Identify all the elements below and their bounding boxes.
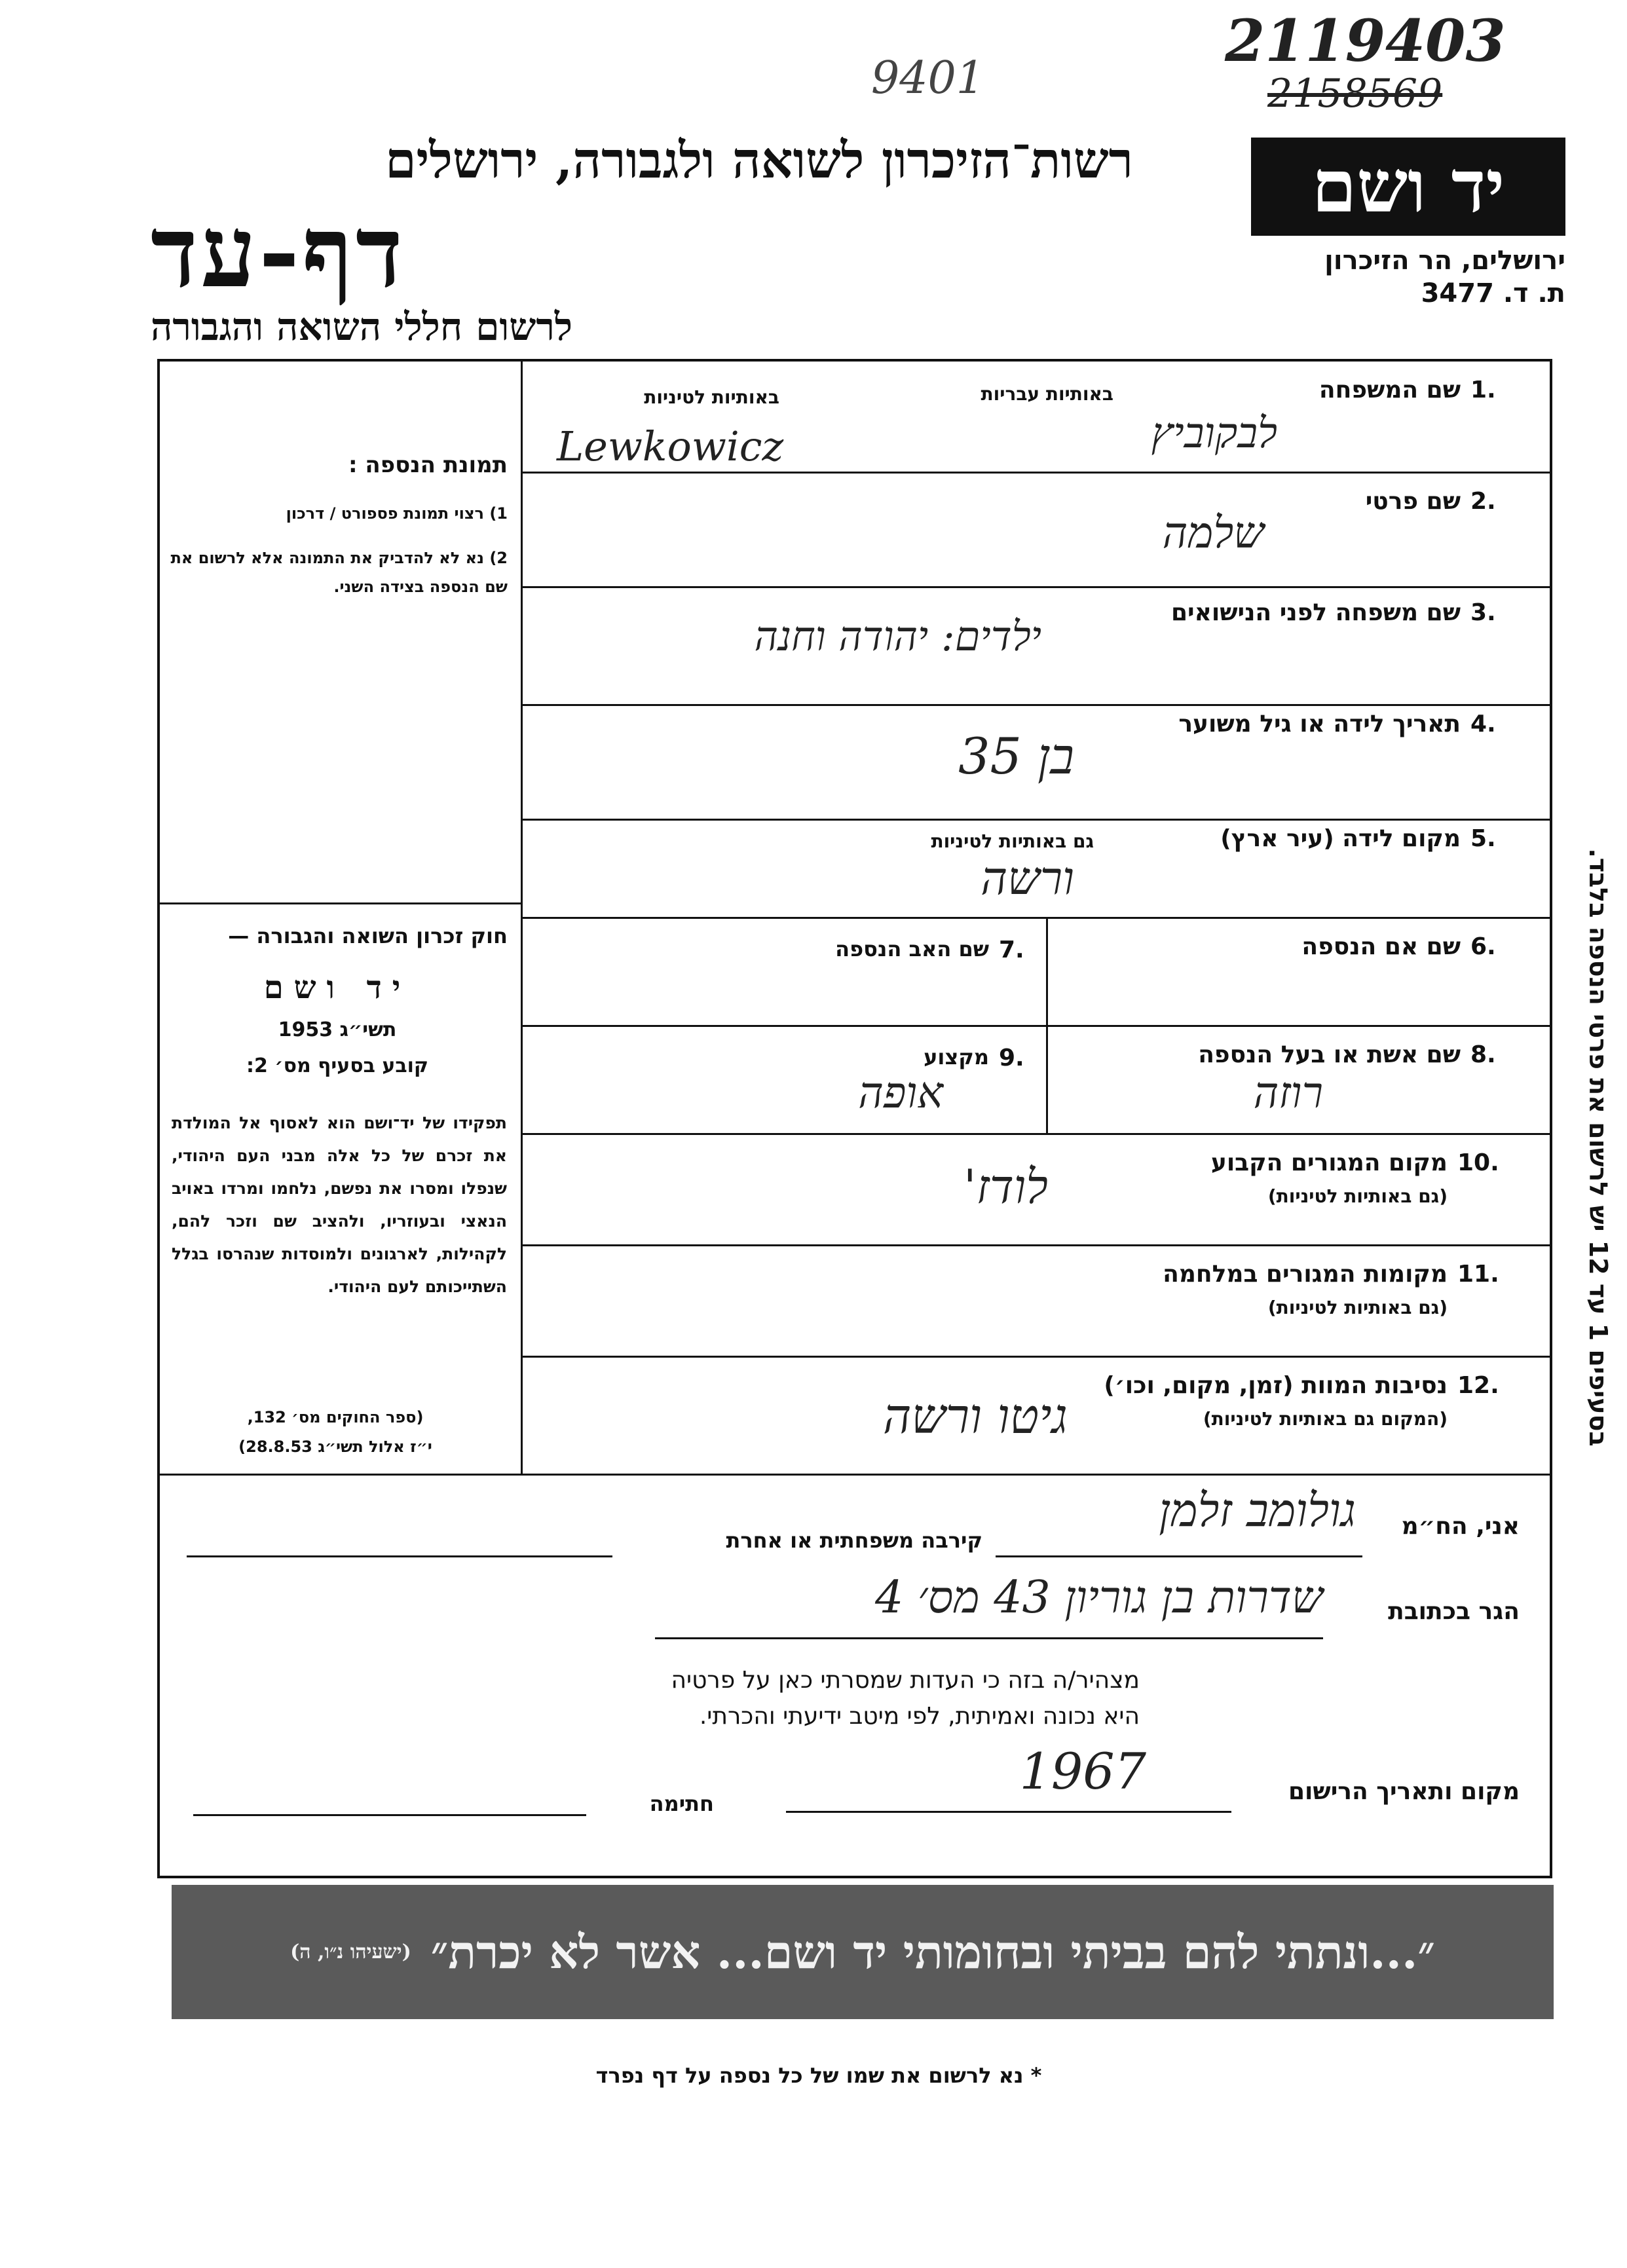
field-2-number: 2.: [1470, 488, 1496, 515]
field-1-hebrew-hint: באותיות עבריות: [981, 383, 1113, 405]
field-12-hint: (המקום גם באותיות לטיניות): [1203, 1408, 1448, 1430]
photo-note-1: 1) רצוי תמונת פספורט / דרכון: [286, 504, 508, 523]
law-source: (ספר החוקים מס׳ 132,: [247, 1408, 424, 1426]
photo-note-2: 2) נא לא להדביק את התמונה אלא לרשום את שם הנספה בצידה השני.: [170, 549, 508, 596]
field-11-hint: (גם באותיות לטיניות): [1267, 1297, 1448, 1318]
authority-title: רשות־הזיכרון לשואה ולגבורה, ירושלים: [385, 131, 1133, 189]
field-1-value-hebrew[interactable]: לבקוביץ: [1151, 409, 1277, 458]
field-6-number: 6.: [1470, 933, 1496, 960]
field-3-label: שם משפחה לפני הנישואים: [1170, 599, 1461, 626]
field-5-value[interactable]: ורשה: [981, 851, 1074, 905]
page-subtitle: לרשום חללי השואה והגבורה: [151, 305, 572, 349]
quote-banner: [172, 1885, 1554, 2019]
field-4-value[interactable]: בן 35: [958, 727, 1074, 785]
stamp-number: 9401: [871, 52, 985, 104]
logo-text: יד ושם: [1311, 144, 1505, 229]
declaration-i-label: אני, הח״מ: [1401, 1513, 1520, 1540]
field-12-label: נסיבות המוות (זמן, מקום, וכו׳): [1104, 1372, 1448, 1399]
field-5-number: 5.: [1470, 825, 1496, 852]
banner-source: (ישעיהו נ״ו, ה): [290, 1941, 411, 1963]
law-text: תפקידו של יד־ושם הוא לאסוף אל המולדת את זכרם של כל אלה מבני העם היהודי, שנפלו ומסרו את נפשם, נלחמו ומרדו באויב הנאצי ובעוזריו, ולהציב שם וזכר להם, לקהילות, לארגונים ולמוסדות שנהרסו בגלל השתייכותם לעם היהודי.: [172, 1113, 507, 1296]
law-year: תשי״ג 1953: [278, 1018, 397, 1041]
field-10-value[interactable]: לודז': [963, 1159, 1048, 1214]
law-name: יד ושם: [263, 969, 411, 1006]
law-clause: קובע בסעיף מס׳ 2:: [246, 1054, 429, 1077]
field-12-number: 12.: [1457, 1372, 1499, 1399]
field-1-value-latin[interactable]: Lewkowicz: [557, 422, 784, 470]
place-date-label: מקום ותאריך הרישום: [1288, 1778, 1520, 1805]
field-8-number: 8.: [1470, 1041, 1496, 1068]
law-heading: חוק זכרון השואה והגבורה —: [228, 923, 508, 948]
field-10-number: 10.: [1457, 1149, 1499, 1176]
field-8-label: שם אשת או בעל הנספה: [1198, 1041, 1461, 1068]
field-9-label: מקצוע: [924, 1045, 989, 1069]
address-line-2: ת. ד. 3477: [1421, 278, 1565, 308]
field-7-number: 7.: [999, 937, 1024, 963]
field-10-hint: (גם באותיות לטיניות): [1267, 1185, 1448, 1207]
field-4-number: 4.: [1470, 711, 1496, 737]
field-9-value[interactable]: אופה: [858, 1068, 943, 1118]
field-10-label: מקום המגורים הקבוע: [1210, 1149, 1448, 1176]
field-11-number: 11.: [1457, 1261, 1499, 1288]
field-5-label: מקום לידה (עיר ארץ): [1220, 825, 1461, 852]
place-date-value[interactable]: 1967: [1019, 1742, 1146, 1800]
field-8-value[interactable]: רוזה: [1253, 1068, 1323, 1118]
law-date: י״ז אלול תשי״ג 28.8.53): [238, 1438, 432, 1456]
yad-vashem-logo: [1251, 138, 1565, 236]
side-note: בסעיפים 1 עד 12 יש לרשום את פרטי הנספה בלבד.: [1584, 848, 1613, 1447]
address-label: הגר בכתובת: [1388, 1598, 1520, 1625]
field-7-label: שם האב הנספה: [835, 937, 989, 961]
statement-line-1: מצהיר/ה בזה כי העדות שמסרתי כאן על פרטיה: [671, 1667, 1140, 1694]
field-3-value[interactable]: ילדים: יהודה וחנה: [754, 612, 1041, 660]
statement-line-2: היא נכונה ואמיתית, לפי מיטב ידיעתי והכרתי.: [699, 1703, 1140, 1730]
archive-number-old: 2158569: [1267, 71, 1443, 117]
field-11-label: מקומות המגורים במלחמה: [1163, 1261, 1448, 1288]
field-1-number: 1.: [1470, 377, 1496, 403]
field-1-latin-hint: באותיות לטיניות: [644, 386, 779, 408]
field-1-label: שם המשפחה: [1318, 377, 1461, 403]
relation-label: קירבה משפחתית או אחרת: [726, 1528, 982, 1553]
address-value[interactable]: שדרות בן גוריון 43 מס׳ 4: [874, 1572, 1323, 1624]
banner-quote: ״...ונתתי להם בביתי ובחומותי יד ושם... אשר לא יכרת״: [430, 1924, 1435, 1979]
declaration-i-value[interactable]: גולומב זלמן: [1159, 1483, 1356, 1537]
field-4-label: תאריך לידה או גיל משוער: [1178, 711, 1461, 737]
signature-label: חתימה: [649, 1791, 714, 1816]
page-title: דף-עד: [151, 195, 406, 310]
address-line-1: ירושלים, הר הזיכרון: [1324, 246, 1565, 276]
archive-number: 2119403: [1225, 7, 1506, 75]
photo-title: תמונת הנספה :: [348, 452, 508, 478]
field-6-label: שם אם הנספה: [1301, 933, 1461, 960]
field-3-number: 3.: [1470, 599, 1496, 626]
field-9-number: 9.: [999, 1045, 1024, 1071]
footer-note: * נא לרשום את שמו של כל נספה על דף נפרד: [595, 2063, 1042, 2088]
field-2-value[interactable]: שלמה: [1162, 508, 1264, 558]
field-5-latin-hint: גם באותיות לטיניות: [931, 830, 1094, 852]
field-2-label: שם פרטי: [1365, 488, 1461, 515]
field-12-value[interactable]: גיטו ורשה: [882, 1388, 1068, 1445]
